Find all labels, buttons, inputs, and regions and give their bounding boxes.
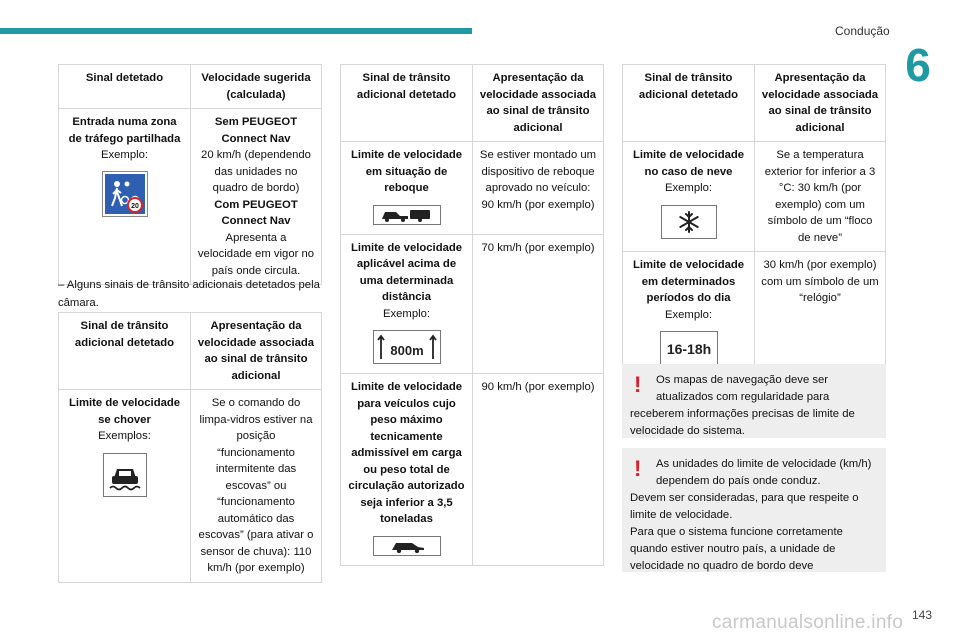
table-cell: 70 km/h (por exemplo) xyxy=(473,234,604,374)
example-label: Exemplo: xyxy=(664,182,713,194)
table-cell: Se estiver montado um dispositivo de reboque aprovado no veículo: 90 km/h (por exemplo) xyxy=(473,142,604,235)
row-title: Limite de velocidade em determinados períodos do dia xyxy=(632,259,745,304)
svg-text:800m: 800m xyxy=(389,343,424,358)
table-header-cell: Sinal de trânsito adicional detetado xyxy=(623,65,755,142)
table-cell xyxy=(623,142,755,252)
table-cell: Se o comando do limpa-vidros estiver na posição “funcionamento intermitente das escovas” ou “funcionamento automático das escovas” (para ativar o sensor de chuva): 110 km/h (por exemplo) xyxy=(191,390,322,583)
watermark: carmanualsonline.info xyxy=(712,612,904,633)
section-title: Condução xyxy=(835,24,890,38)
table-cell xyxy=(59,109,191,285)
svg-text:16-18h: 16-18h xyxy=(666,341,711,357)
row-title: Limite de velocidade para veículos cujo peso máximo tecnicamente admissível em carga ou peso total de circulação autorizado seja inferior a 3,5 toneladas xyxy=(348,381,465,525)
row-title: Entrada numa zona de tráfego partilhada xyxy=(68,116,181,145)
option-text: Apresenta a velocidade em vigor no país onde circula. xyxy=(197,231,315,277)
example-label: Exemplo: xyxy=(382,307,431,320)
table-header-cell: Velocidade sugerida (calculada) xyxy=(191,65,322,109)
table-cell xyxy=(623,252,755,375)
table-header-cell: Apresentação da velocidade associada ao sinal de trânsito adicional xyxy=(755,65,886,142)
table-header-cell: Sinal detetado xyxy=(59,65,191,109)
snowflake-sign-icon xyxy=(661,205,717,239)
page-number: 143 xyxy=(912,608,933,622)
svg-text:20: 20 xyxy=(130,202,139,210)
table-cell xyxy=(341,142,473,235)
option-heading: Com PEUGEOT Connect Nav xyxy=(214,198,298,227)
time-sign-icon xyxy=(660,331,718,365)
warning-icon: ! xyxy=(634,456,642,481)
example-label: Exemplos: xyxy=(98,430,151,442)
table-rain-sign xyxy=(58,312,322,583)
row-title: Limite de velocidade aplicável acima de uma determinada distância xyxy=(350,241,463,303)
table-additional-signs xyxy=(340,64,604,566)
row-title: Limite de velocidade se chover xyxy=(68,397,181,426)
distance-sign-icon xyxy=(373,330,441,364)
table-header-cell: Apresentação da velocidade associada ao sinal de trânsito adicional xyxy=(473,65,604,142)
example-label: Exemplo: xyxy=(100,149,149,161)
table-detected-sign xyxy=(58,64,322,285)
table-cell: 90 km/h (por exemplo) xyxy=(473,374,604,566)
example-label: Exemplo: xyxy=(664,308,713,321)
table-header-cell: Sinal de trânsito adicional detetado xyxy=(341,65,473,142)
note-text: receberem informações precisas de limite de velocidade do sistema. xyxy=(630,408,855,437)
header-accent-bar xyxy=(0,28,472,34)
table-cell xyxy=(191,109,322,285)
intro-paragraph: – Alguns sinais de trânsito adicionais detetados pela câmara. xyxy=(58,279,320,309)
table-weather-time-signs xyxy=(622,64,886,375)
warning-note xyxy=(622,448,886,572)
warning-note xyxy=(622,364,886,438)
shared-zone-sign-icon xyxy=(103,172,147,216)
chapter-number: 6 xyxy=(905,39,931,91)
option-text: 20 km/h (dependendo das unidades no quadro de bordo) xyxy=(201,149,311,194)
table-cell: Se a temperatura exterior for inferior a 3 °C: 30 km/h (por exemplo) com um símbolo de um “floco de neve” xyxy=(755,142,886,252)
table-cell xyxy=(341,374,473,566)
table-cell xyxy=(59,390,191,583)
option-heading: Sem PEUGEOT Connect Nav xyxy=(214,116,298,145)
note-text: Devem ser consideradas, para que respeite o limite de velocidade. xyxy=(630,492,859,521)
table-cell xyxy=(341,234,473,374)
row-title: Limite de velocidade no caso de neve xyxy=(632,149,745,178)
row-title: Limite de velocidade em situação de reboque xyxy=(350,149,463,194)
trailer-sign-icon xyxy=(373,205,441,225)
table-cell: 30 km/h (por exemplo) com um símbolo de um “relógio” xyxy=(755,252,886,375)
note-text: As unidades do limite de velocidade (km/h) dependem do país onde conduz. xyxy=(656,458,872,487)
rain-car-sign-icon xyxy=(103,453,147,497)
car-sign-icon xyxy=(373,536,441,556)
warning-icon: ! xyxy=(634,372,642,397)
table-header-cell: Sinal de trânsito adicional detetado xyxy=(59,313,191,390)
note-text: Os mapas de navegação deve ser atualizados com regularidade para xyxy=(656,374,830,403)
table-header-cell: Apresentação da velocidade associada ao sinal de trânsito adicional xyxy=(191,313,322,390)
note-text: Para que o sistema funcione corretamente quando estiver noutro país, a unidade de velocidade no quadro de bordo deve xyxy=(630,526,843,572)
